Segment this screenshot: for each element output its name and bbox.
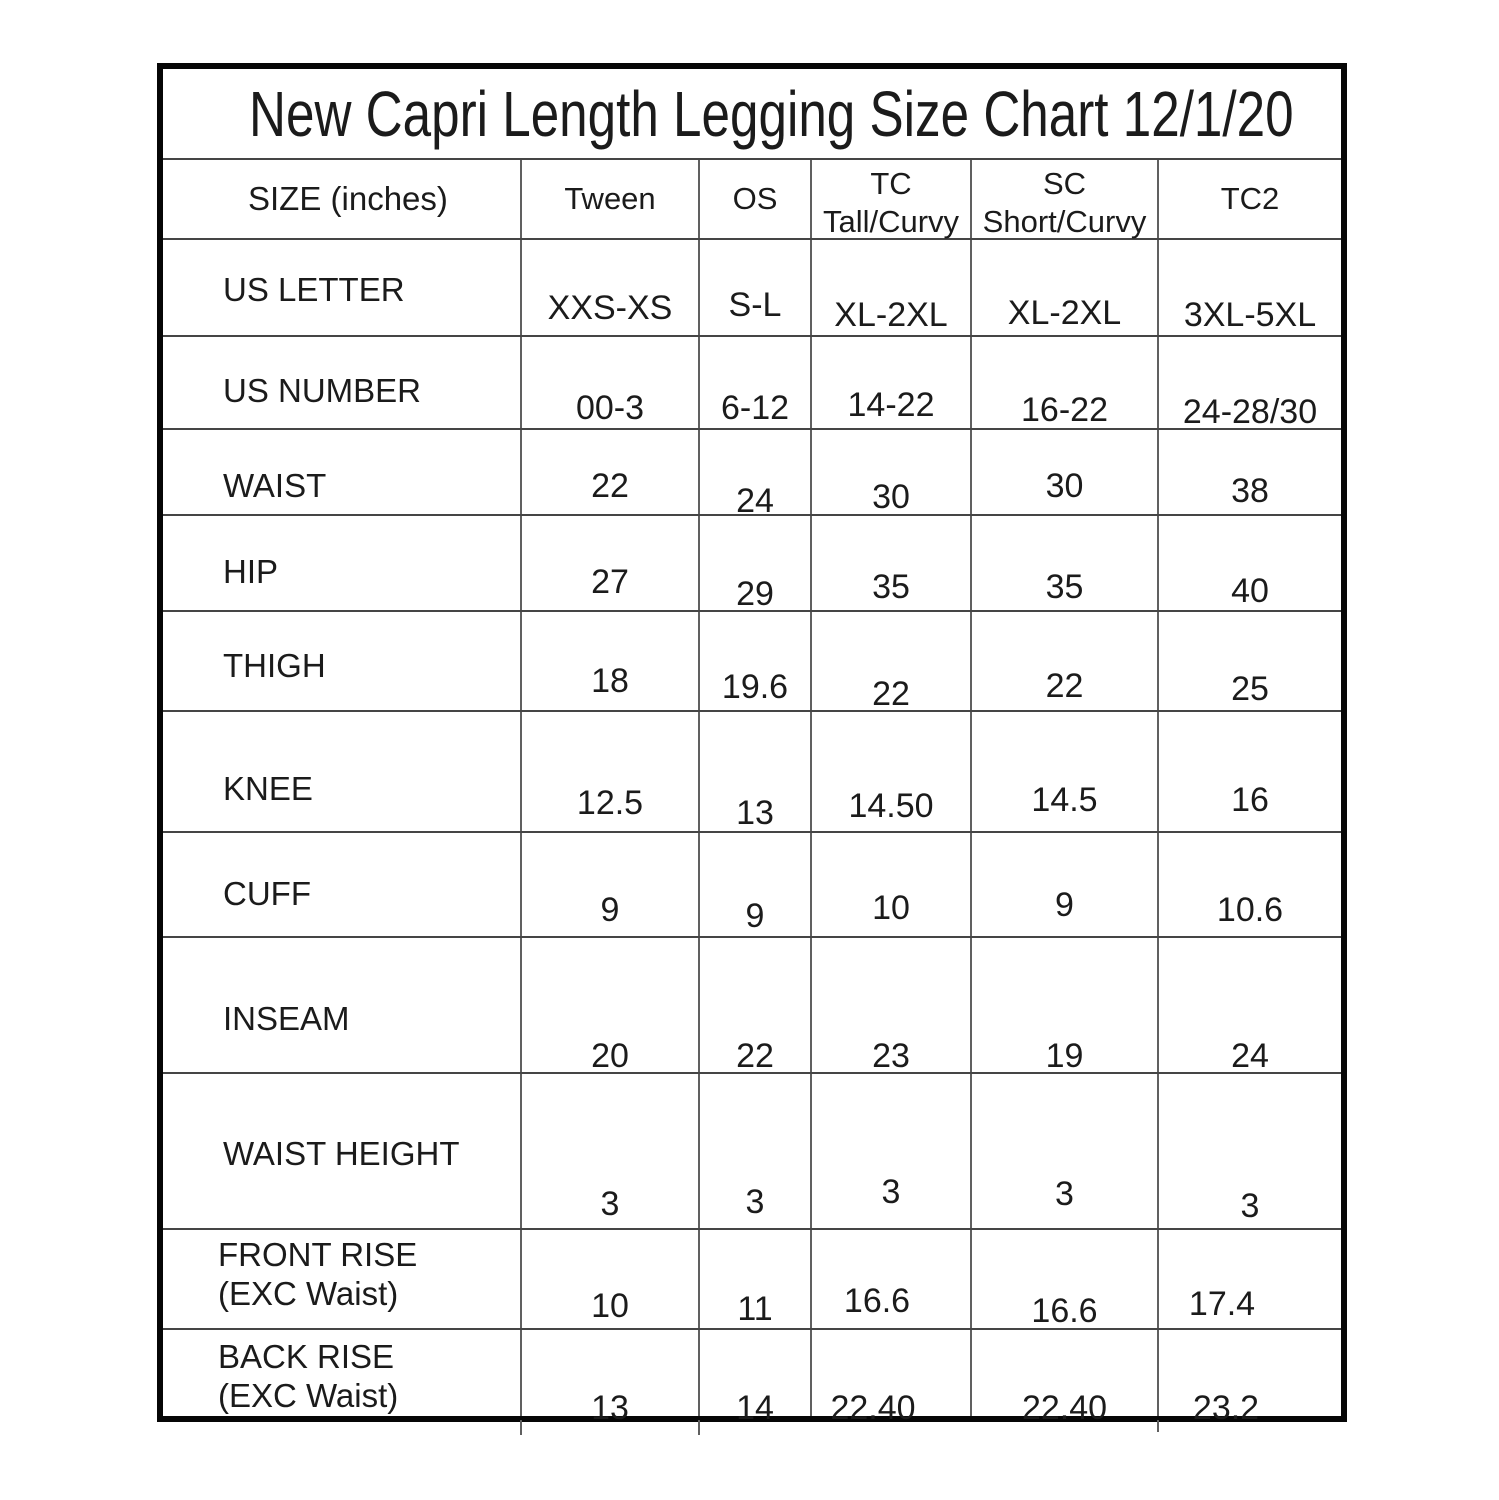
value-cell: 22.40 <box>812 1330 972 1416</box>
value-cell: 14.5 <box>972 712 1159 831</box>
row-label-front-rise: FRONT RISE (EXC Waist) <box>163 1230 522 1328</box>
row-waist <box>163 430 1341 520</box>
value-cell: 13 <box>522 1330 700 1416</box>
chart-title: New Capri Length Legging Size Chart 12/1/20 <box>249 77 1294 150</box>
value-cell: 13 <box>700 712 812 831</box>
value-cell: 3 <box>972 1074 1159 1228</box>
row-thigh <box>163 612 1341 712</box>
value-cell: S-L <box>700 240 812 335</box>
grid-line-stub <box>520 1420 522 1435</box>
title-row <box>163 69 1341 160</box>
header-tween-label: Tween <box>564 181 656 216</box>
value-cell: 3 <box>700 1074 812 1228</box>
header-cell-os <box>700 160 812 238</box>
size-chart-table <box>157 63 1347 1427</box>
value-cell: 35 <box>812 516 972 610</box>
value-cell: 3XL-5XL <box>1183 296 1317 334</box>
value-cell: 16.6 <box>812 1230 972 1328</box>
row-label-back-rise: BACK RISE (EXC Waist) <box>163 1330 522 1416</box>
value-cell: 14.50 <box>812 712 972 831</box>
header-cell-tc <box>812 160 972 238</box>
value-cell: 6-12 <box>700 337 812 428</box>
value-cell: 24 <box>700 430 812 514</box>
row-label-thigh: THIGH <box>163 612 522 710</box>
value-cell: 18 <box>522 612 700 710</box>
value-cell: 12.5 <box>522 712 700 831</box>
row-back-rise <box>163 1330 1341 1427</box>
row-us-letter <box>163 240 1341 337</box>
value-cell: 23.2 <box>1192 1388 1260 1427</box>
row-us-number <box>163 337 1341 430</box>
value-cell: 38 <box>1231 471 1269 510</box>
value-cell: 3 <box>522 1074 700 1228</box>
row-waist-height <box>163 1074 1341 1230</box>
value-cell: 19 <box>972 938 1159 1072</box>
value-cell: 10 <box>522 1230 700 1328</box>
value-cell: 10.6 <box>1216 891 1284 929</box>
value-cell: 19.6 <box>700 612 812 710</box>
row-label-hip: HIP <box>163 516 522 610</box>
header-cell-sc <box>972 160 1159 238</box>
value-cell: 16.6 <box>972 1230 1159 1328</box>
value-cell: 30 <box>972 430 1159 514</box>
value-cell: 22 <box>972 612 1159 710</box>
header-tc-label: TC <box>870 166 912 201</box>
row-label-cuff: CUFF <box>163 833 522 936</box>
value-cell: 22 <box>812 612 972 710</box>
grid-line-stub <box>1157 1420 1159 1432</box>
value-cell: XL-2XL <box>812 240 972 335</box>
value-cell: 24-28/30 <box>1182 393 1318 431</box>
header-sc-sublabel: Short/Curvy <box>982 204 1147 239</box>
row-label-inseam: INSEAM <box>163 938 522 1072</box>
value-cell: 16-22 <box>972 337 1159 428</box>
row-hip <box>163 516 1341 612</box>
value-cell: 9 <box>972 833 1159 936</box>
header-cell-tc2 <box>1159 160 1341 238</box>
value-cell: XXS-XS <box>522 240 700 335</box>
header-tc2-label: TC2 <box>1220 181 1280 216</box>
row-label-waist-height: WAIST HEIGHT <box>163 1074 522 1228</box>
value-cell: 40 <box>1231 571 1269 610</box>
row-front-rise <box>163 1230 1341 1330</box>
value-cell: 14-22 <box>812 337 972 428</box>
value-cell: 27 <box>522 516 700 610</box>
value-cell: 35 <box>972 516 1159 610</box>
header-size-label: SIZE (inches) <box>248 180 448 217</box>
header-row <box>163 160 1341 240</box>
value-cell: 30 <box>812 430 972 514</box>
value-cell: 14 <box>700 1330 812 1416</box>
value-cell: 10 <box>812 833 972 936</box>
value-cell: 17.4 <box>1188 1284 1256 1323</box>
row-label-us-number: US NUMBER <box>163 337 522 428</box>
value-cell: 22 <box>522 430 700 514</box>
grid-line-stub <box>698 1420 700 1435</box>
value-cell: 20 <box>522 938 700 1072</box>
value-cell: 24 <box>1231 1036 1269 1075</box>
value-cell: 9 <box>522 833 700 936</box>
row-knee <box>163 712 1341 833</box>
header-cell-tween <box>522 160 700 238</box>
value-cell: 11 <box>700 1230 812 1328</box>
header-sc-label: SC <box>1042 166 1087 201</box>
value-cell: 22 <box>700 938 812 1072</box>
value-cell: 00-3 <box>522 337 700 428</box>
row-label-knee: KNEE <box>163 712 522 831</box>
row-cuff <box>163 833 1341 938</box>
value-cell: 3 <box>812 1074 972 1228</box>
header-tc-sublabel: Tall/Curvy <box>822 204 960 239</box>
value-cell: XL-2XL <box>972 240 1159 335</box>
value-cell: 25 <box>1231 669 1269 708</box>
value-cell: 23 <box>812 938 972 1072</box>
row-inseam <box>163 938 1341 1074</box>
value-cell: 9 <box>700 833 812 936</box>
value-cell: 29 <box>700 516 812 610</box>
value-cell: 22.40 <box>972 1330 1159 1416</box>
row-label-waist: WAIST <box>163 430 522 514</box>
header-cell-size <box>163 160 522 238</box>
row-label-us-letter: US LETTER <box>163 240 522 335</box>
header-os-label: OS <box>732 181 778 216</box>
value-cell: 3 <box>1240 1186 1260 1225</box>
value-cell: 16 <box>1231 781 1269 819</box>
